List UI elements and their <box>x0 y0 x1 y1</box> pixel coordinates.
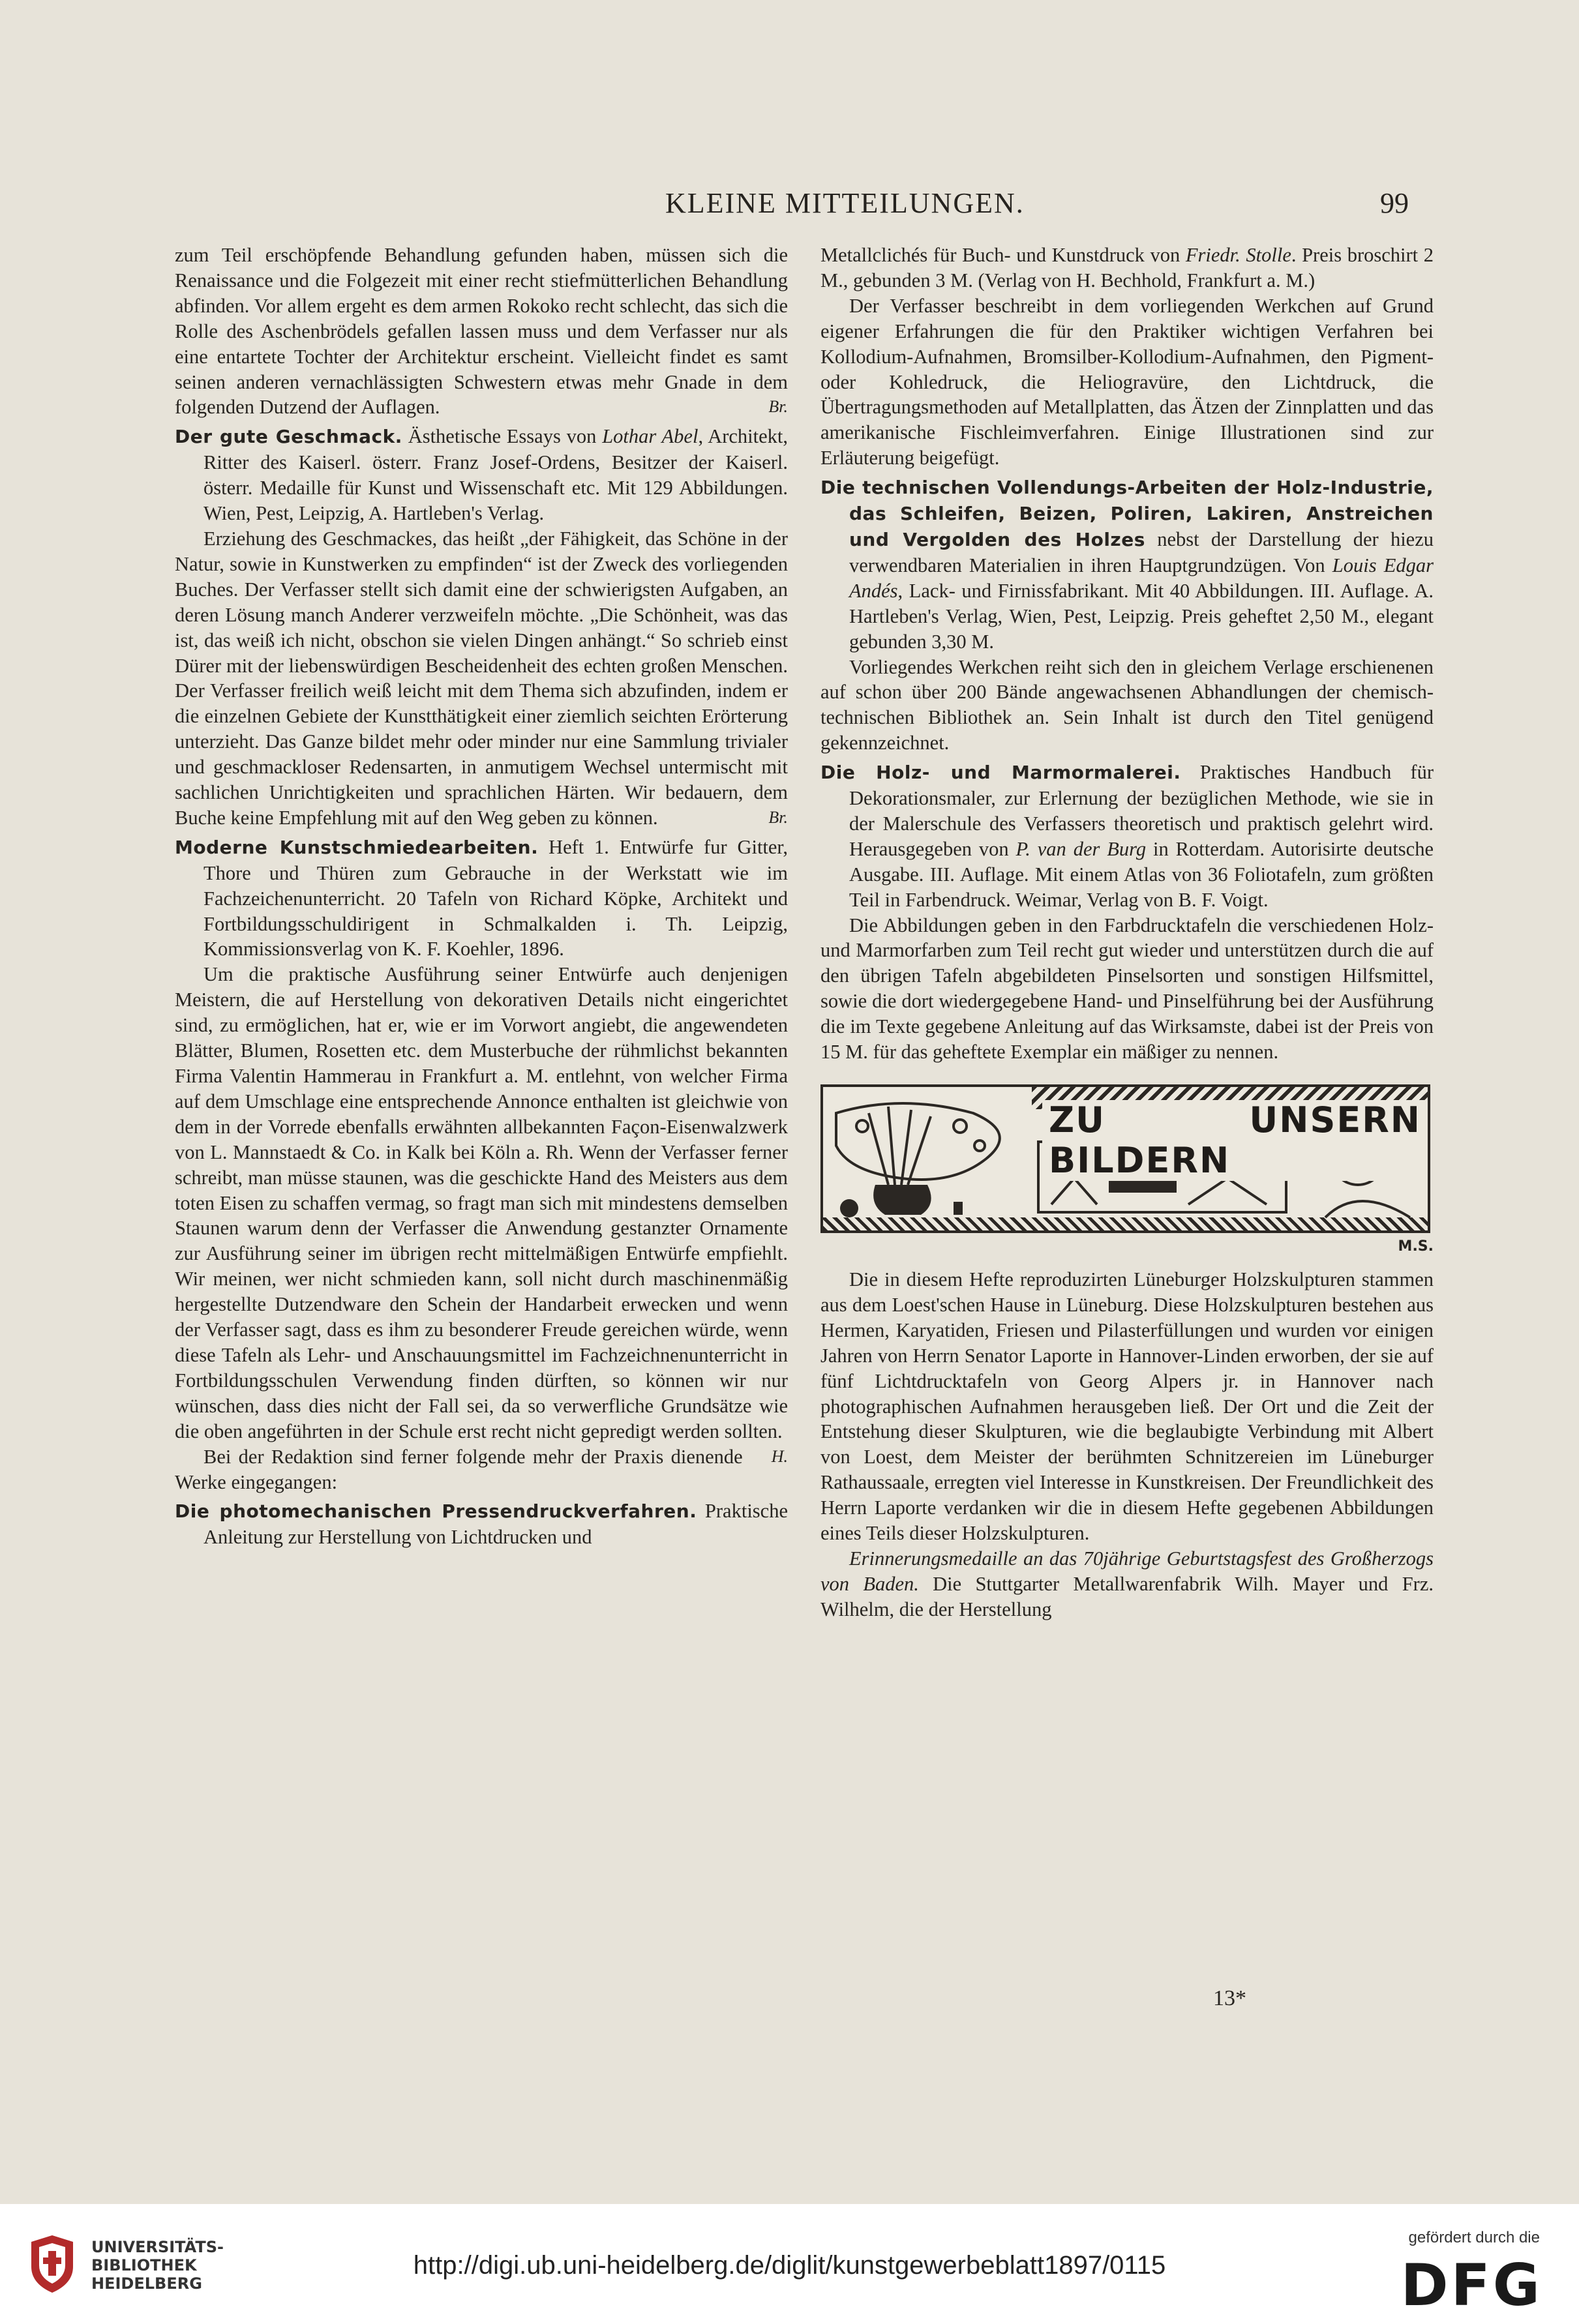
paragraph <box>820 655 1434 756</box>
zu-unsern-bildern-banner <box>820 1084 1430 1233</box>
body-text: Die in diesem Hefte reproduzirten Lüneburger Holzskulpturen stammen aus dem Loest'schen Hause in Lüneburg. Diese Holzskulpturen bestehen aus Hermen, Karyatiden, Friesen und Pilasterfüllungen und wurden vor einigen Jahren von Herrn Senator Laporte in Hannover-Linden erworben, der sie auf fünf Lichtdrucktafeln von Georg Alpers jr. in Hannover nach photographischen Aufnahmen herausgeben ließ. Der Ort und die Zeit der Entstehung dieser Skulpturen, wie die beglaubigte Verbindung mit Albert von Loest, dem Meister der berühmten Schnitzereien im Lüneburger Rathaussaale, erregten viel Interesse in Kunstkreisen. Der Freundlichkeit des Herrn Laporte verdanken wir die in diesem Hefte gegebenen Abbildungen eines Teils dieser Holzskulpturen. <box>820 1268 1434 1545</box>
entry-heading: Moderne Kunstschmiedearbeiten. <box>175 836 539 858</box>
paragraph <box>175 526 788 831</box>
library-name-line: BIBLIOTHEK <box>91 2256 197 2274</box>
body-text: Um die praktische Ausführung seiner Entwürfe auch denjenigen Meistern, die auf Herstellung von dekorativen Details nicht eingerichtet sind, zu ermöglichen, hat er, wie er im Vorwort angiebt, die angewendeten Blätter, Blumen, Rosetten etc. dem Musterbuche der rühmlichst bekannten Firma Valentin Hammerau in Frankfurt a. M. entlehnt, von welcher Firma auf dem Umschlage eine entsprechende Annonce enthalten ist gleichwie von dem in der Vorrede ebenfalls erwähnten allbekannten Façon-Eisenwalzwerk von L. Mannstaedt & Co. in Kalk bei Köln a. Rh. Wenn der Verfasser ferner schreibt, man müsse staunen, was die geschickte Hand des Meisters aus dem toten Eisen zu schaffen vermag, so fragt man sich mit mindestens demselben Staunen warum denn der Verfasser die Anwendung gestanzter Ornamente zur Ausführung seiner im übrigen recht mittelmäßigen Entwürfe empfiehlt. Wir meinen, wer nicht schmieden kann, soll nicht durch maschinenmäßig hergestellte Dutzendware den Schein der Handarbeit erwecken und wenn der Verfasser sagt, dass es ihm zu besonderer Freude gereichen würde, wenn diese Tafeln als Lehr- und Anschauungsmittel im Fachzeichnenunterricht in Fortbildungsschulen Verwendung finden dürften, so können wir nur wünschen, dass dies nicht der Fall sei, da so verwerfliche Grundsätze wie die oben angeführten in der Schule erst recht nicht gepredigt werden sollten. <box>175 963 788 1442</box>
right-column <box>820 243 1434 1622</box>
signature-mark: 13* <box>1213 1986 1246 2010</box>
entry-heading: Die photomechanischen Pressendruckverfahren. <box>175 1500 697 1523</box>
paragraph <box>820 243 1434 293</box>
running-head-title: KLEINE MITTEILUNGEN. <box>665 187 1025 219</box>
palette-icon <box>836 1103 1000 1180</box>
author-name: Friedr. Stolle <box>1185 244 1291 266</box>
paragraph <box>175 1444 788 1495</box>
body-text: Vorliegendes Werkchen reiht sich den in gleichem Verlage erschienenen auf schon über 200 Bände angewachsenen Abhandlungen der chemisch-technischen Bibliothek an. Sein Inhalt ist durch den Titel genügend gekennzeichnet. <box>820 655 1434 754</box>
bibliography-entry <box>820 475 1434 654</box>
body-text: Die Stuttgarter Metallwarenfabrik Wilh. Mayer und Frz. Wilhelm, die der Herstellung <box>820 1572 1434 1620</box>
entry-heading: Die Holz- und Marmormalerei. <box>820 762 1181 784</box>
italic-text: Erinnerungsmedaille an das 70jährige Geburtstagsfest des Großherzogs von Baden. <box>820 1547 1434 1595</box>
paragraph <box>820 1267 1434 1546</box>
reviewer-signature: Br. <box>768 807 788 827</box>
body-text: Ästhetische Essays von <box>402 425 603 448</box>
vase-icon <box>840 1185 963 1217</box>
running-head <box>170 186 1409 226</box>
body-text: Der Verfasser beschreibt in dem vorliegenden Werkchen auf Grund eigener Erfahrungen die für den Praktiker wichtigen Verfahren bei Kollodium-Aufnahmen, Bromsilber-Kollodium-Aufnahmen, den Pigment- oder Kohledruck, die Heliogravüre, den Lichtdruck, die Übertragungsmethoden auf Metallplatten, das Ätzen der Zinnplatten und das amerikanische Fischleimverfahren. Einige Illustrationen sind zur Erläuterung beigefügt. <box>820 294 1434 469</box>
page-number: 99 <box>1380 187 1409 219</box>
author-name: Lothar Abel <box>602 425 699 448</box>
body-text: nebst der Darstellung der hiezu verwendbaren Materialien in ihren Hauptgrundzügen. Von <box>849 528 1434 576</box>
library-name-line: UNIVERSITÄTS- <box>91 2238 224 2256</box>
bibliography-entry <box>820 760 1434 912</box>
left-column <box>175 243 788 1550</box>
paragraph <box>820 913 1434 1065</box>
bibliography-entry <box>175 835 788 962</box>
entry-heading: Die technischen Vollendungs-Arbeiten der Holz-Industrie, das Schleifen, Beizen, Poliren, Lakiren, Anstreichen und Vergolden des Holzes <box>820 477 1434 550</box>
body-text: Bei der Redaktion sind ferner folgende mehr der Praxis dienende Werke eingegangen: <box>175 1445 743 1493</box>
body-text: Praktische Anleitung zur Herstellung von Lichtdrucken und <box>203 1500 788 1549</box>
sponsor-text: gefördert durch die <box>1408 2229 1540 2246</box>
permalink-url[interactable]: http://digi.ub.uni-heidelberg.de/diglit/kunstgewerbeblatt1897/0115 <box>413 2251 1166 2280</box>
banner-block <box>820 1084 1434 1255</box>
body-text: in Rotterdam. Autorisirte deutsche Ausgabe. III. Auflage. Mit einem Atlas von 36 Foliotafeln, zum größten Teil in Farbendruck. Weimar, Verlag von B. F. Voigt. <box>849 837 1434 911</box>
paragraph <box>175 962 788 1466</box>
viewer-footer <box>0 2204 1579 2324</box>
banner-title: ZU UNSERN BILDERN <box>1042 1100 1428 1181</box>
reviewer-signature: H. <box>771 1446 788 1466</box>
body-text: Metallclichés für Buch- und Kunstdruck von <box>820 244 1186 266</box>
body-text: Heft 1. Entwürfe fur Gitter, Thore und Thüren zum Gebrauche in der Werkstatt wie im Fachzeichenunterricht. 20 Tafeln von Richard Köpke, Architekt und Fortbildungsschuldirigent in Schmalkalden i. Th. Leipzig, Kommissionsverlag von K. F. Koehler, 1896. <box>203 835 788 961</box>
author-name: Louis Edgar Andés <box>849 554 1434 602</box>
body-text: Erziehung des Geschmackes, das heißt „der Fähigkeit, das Schöne in der Natur, sowie in Kunstwerken zu empfinden“ ist der Zweck des vorliegenden Buches. Der Verfasser stellt sich damit eine der schwierigsten Aufgaben, an deren Lösung manch Anderer verzweifeln möchte. „Die Schönheit, was das ist, das weiß ich nicht, obschon sie vielen Dingen anhängt.“ So schrieb einst Dürer mit der liebenswürdigen Bescheidenheit des echten großen Menschen. Der Verfasser freilich weiß leicht mit dem Thema sich abzufinden, indem er die einzelnen Gebiete der Kunstthätigkeit einer ziemlich seichten Erörterung unterzieht. Das Ganze bildet mehr oder minder nur eine Sammlung trivialer und geschmackloser Redensarten, in anmutigem Wechsel untermischt mit sachlichen Unrichtigkeiten und sprachlichen Härten. Wir bedauern, dem Buche keine Empfehlung mit auf den Weg geben zu können. <box>175 527 788 829</box>
body-text: Die Abbildungen geben in den Farbdrucktafeln die verschiedenen Holz- und Marmorfarben zum Teil recht gut wieder und unterstützen durch die auf den übrigen Tafeln abgebildeten Pinselsorten und sonstigen Hilfsmittel, sowie die dort wiedergegebene Hand- und Pinselführung bei der Ausführung die im Texte gegebene Anleitung auf das Wirksamste, dabei ist der Preis von 15 M. für das geheftete Exemplar ein mäßiger zu nennen. <box>820 914 1434 1064</box>
body-text: . Preis broschirt 2 M., gebunden 3 M. (Verlag von H. Bechhold, Frankfurt a. M.) <box>820 244 1434 291</box>
reviewer-signature: Br. <box>768 397 788 417</box>
body-text: Praktisches Handbuch für Dekorationsmaler, zur Erlernung der bezüglichen Methode, wie sie in der Malerschule des Verfassers theoretisch und praktisch gelehrt wird. Herausgegeben von <box>849 761 1434 860</box>
dfg-logo: DFG <box>1400 2252 1542 2319</box>
paragraph <box>820 1546 1434 1622</box>
artist-monogram: M.S. <box>1398 1238 1434 1255</box>
bibliography-entry <box>175 1498 788 1550</box>
body-text: , Architekt, Ritter des Kaiserl. österr. Franz Josef-Ordens, Besitzer der Kaiserl. österr. Medaille für Kunst und Wissenschaft etc. Mit 129 Abbildungen. Wien, Pest, Leipzig, A. Hartleben's Verlag. <box>203 425 789 525</box>
paragraph <box>820 293 1434 471</box>
bibliography-entry <box>175 424 788 526</box>
body-text: , Lack- und Firnissfabrikant. Mit 40 Abbildungen. III. Auflage. A. Hartleben's Verlag, Wien, Pest, Leipzig. Preis geheftet 2,50 M., elegant gebunden 3,30 M. <box>849 579 1434 653</box>
paragraph <box>175 243 788 420</box>
entry-heading: Der gute Geschmack. <box>175 426 402 448</box>
library-name-line: HEIDELBERG <box>91 2274 202 2293</box>
author-name: P. van der Burg <box>1015 837 1147 860</box>
body-text: zum Teil erschöpfende Behandlung gefunden haben, müssen sich die Renaissance und die Folgezeit mit einer recht stiefmütterlichen Behandlung abfinden. Vor allem ergeht es dem armen Rokoko recht schlecht, das sich die Rolle des Aschenbrödels gefallen lassen muss und dem Verfasser nur als eine entartete Tochter der Architektur erscheint. Vielleicht findet es samt seinen anderen vernachlässigten Schwestern etwas mehr Gnade in dem folgenden Dutzend der Auflagen. <box>175 244 788 419</box>
